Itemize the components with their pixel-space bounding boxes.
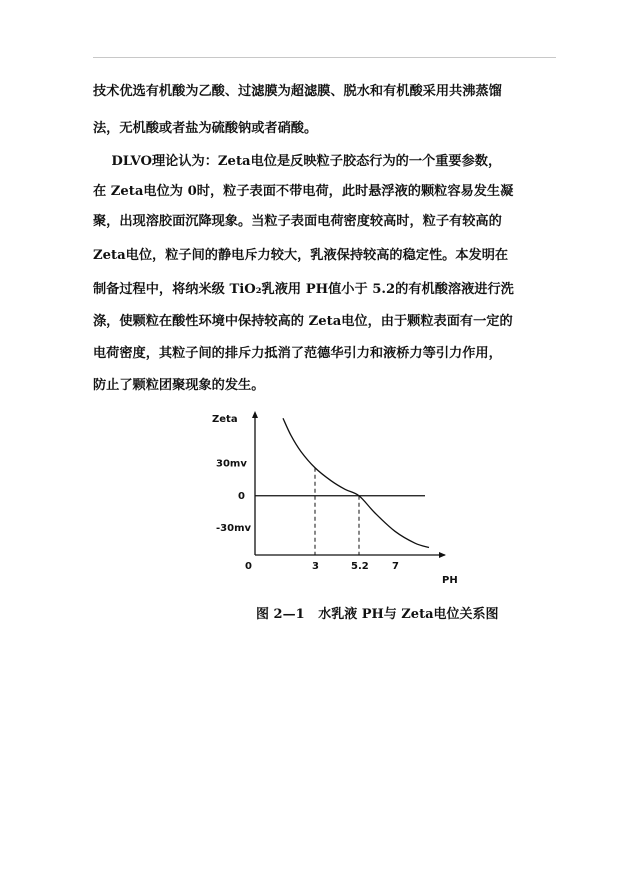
paragraph-2-line: 制备过程中，将纳米级 TiO₂乳液用 PH值小于 5.2的有机酸溶液进行洗 xyxy=(93,282,514,297)
x-tick-label: 0 xyxy=(245,561,252,572)
x-tick-label: 7 xyxy=(392,561,399,572)
paragraph-2-line: 在 Zeta电位为 0时，粒子表面不带电荷，此时悬浮液的颗粒容易发生凝 xyxy=(93,184,514,199)
chart-guides xyxy=(315,468,359,555)
paragraph-2-line: 涤，使颗粒在酸性环境中保持较高的 Zeta电位，由于颗粒表面有一定的 xyxy=(93,314,513,329)
paragraph-2-line: DLVO理论认为：Zeta电位是反映粒子胶态行为的一个重要参数， xyxy=(93,154,502,169)
paragraph-2-line: 电荷密度，其粒子间的排斥力抵消了范德华引力和液桥力等引力作用， xyxy=(93,346,502,361)
x-axis-arrow xyxy=(439,552,446,558)
zeta-curve xyxy=(283,418,429,547)
y-tick-label: 30mv xyxy=(216,458,247,470)
y-tick-label: -30mv xyxy=(216,523,252,535)
paragraph-2-line: Zeta电位，粒子间的静电斥力较大，乳液保持较高的稳定性。本发明在 xyxy=(93,248,509,263)
header-rule xyxy=(93,57,556,58)
figure-caption: 图 2—1 水乳液 PH与 Zeta电位关系图 xyxy=(256,607,499,622)
x-tick-label: 3 xyxy=(312,561,319,572)
y-tick-label: 0 xyxy=(238,490,245,502)
y-axis-label: Zeta xyxy=(212,414,238,425)
paragraph-1-line: 法，无机酸或者盐为硫酸钠或者硝酸。 xyxy=(93,121,318,136)
chart-axes xyxy=(212,411,458,586)
y-axis-arrow xyxy=(252,411,258,418)
zeta-ph-figure xyxy=(200,405,460,594)
zeta-ph-chart xyxy=(200,405,460,590)
paragraph-1-line: 技术优选有机酸为乙酸、过滤膜为超滤膜、脱水和有机酸采用共沸蒸馏 xyxy=(93,84,502,99)
paragraph-2-line: 防止了颗粒团聚现象的发生。 xyxy=(93,378,265,393)
x-tick-label: 5.2 xyxy=(351,561,369,572)
x-axis-label: PH xyxy=(442,575,458,586)
paragraph-2-line: 聚，出现溶胶面沉降现象。当粒子表面电荷密度较高时，粒子有较高的 xyxy=(93,214,502,229)
chart-series xyxy=(283,418,429,547)
